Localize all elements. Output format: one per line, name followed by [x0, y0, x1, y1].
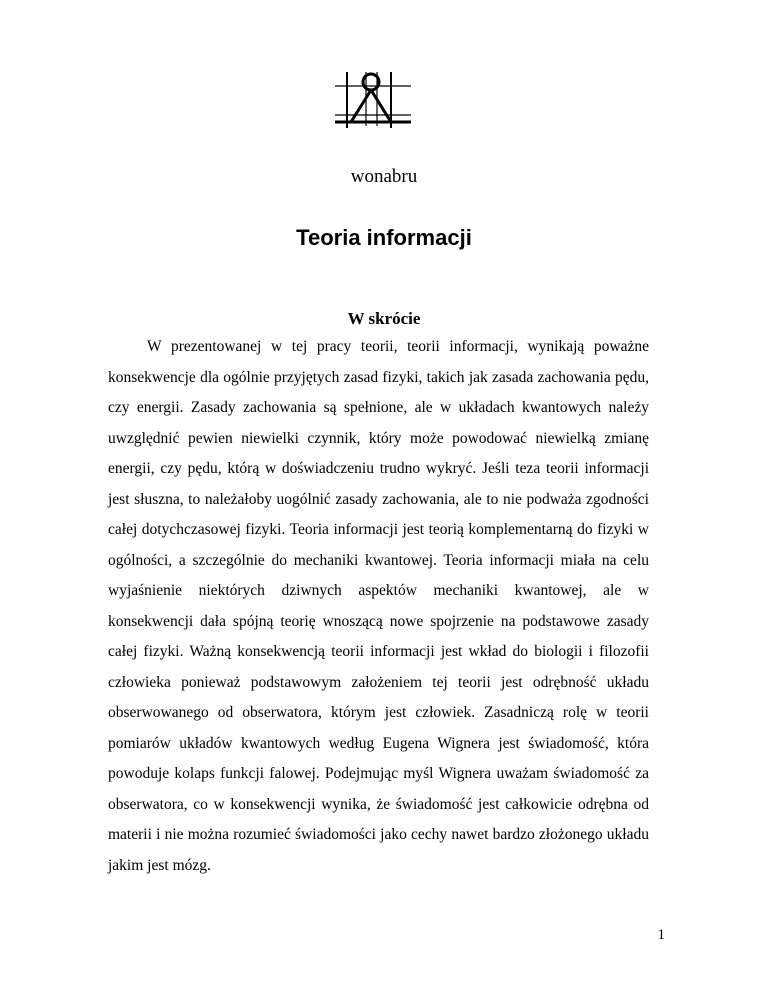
page-number: 1	[657, 927, 665, 943]
document-title: Teoria informacji	[296, 225, 472, 250]
abstract-text: W prezentowanej w tej pracy teorii, teorii informacji, wynikają poważne konsekwencje dla ogólnie przyjętych zasad fizyki, takich jak zasada zachowania pędu, czy energii. Zasady zachowania są spełnione, ale w układach kwantowych należy uwzględnić pewien niewielki czynnik, który może powodować niewielką zmianę energii, czy pędu, którą w doświadczeniu trudno wykryć. Jeśli teza teorii informacji jest słuszna, to należałoby uogólnić zasady zachowania, ale to nie podważa zgodności całej dotychczasowej fizyki. Teoria informacji jest teorią komplementarną do fizyki w ogólności, a szczególnie do mechaniki kwantowej. Teoria informacji miała na celu wyjaśnienie niektórych dziwnych aspektów mechaniki kwantowej, ale w konsekwencji dała spójną teorię wnoszącą nowe spojrzenie na podstawowe zasady całej fizyki. Ważną konsekwencją teorii informacji jest wkład do biologii i filozofii człowieka ponieważ podstawowym założeniem tej teorii jest odrębność układu obserwowanego od obserwatora, którym jest człowiek. Zasadniczą rolę w teorii pomiarów układów kwantowych według Eugena Wignera jest świadomość, która powoduje kolaps funkcji falowej. Podejmując myśl Wignera uważam świadomość za obserwatora, co w konsekwencji wynika, że świadomość jest całkowicie odrębna od materii i nie można rozumieć świadomości jako cechy nawet bardzo złożonego układu jakim jest mózg.	[108, 338, 649, 874]
author-name: wonabru	[350, 166, 418, 187]
abstract-heading: W skrócie	[347, 309, 421, 328]
logo-icon	[333, 70, 413, 132]
